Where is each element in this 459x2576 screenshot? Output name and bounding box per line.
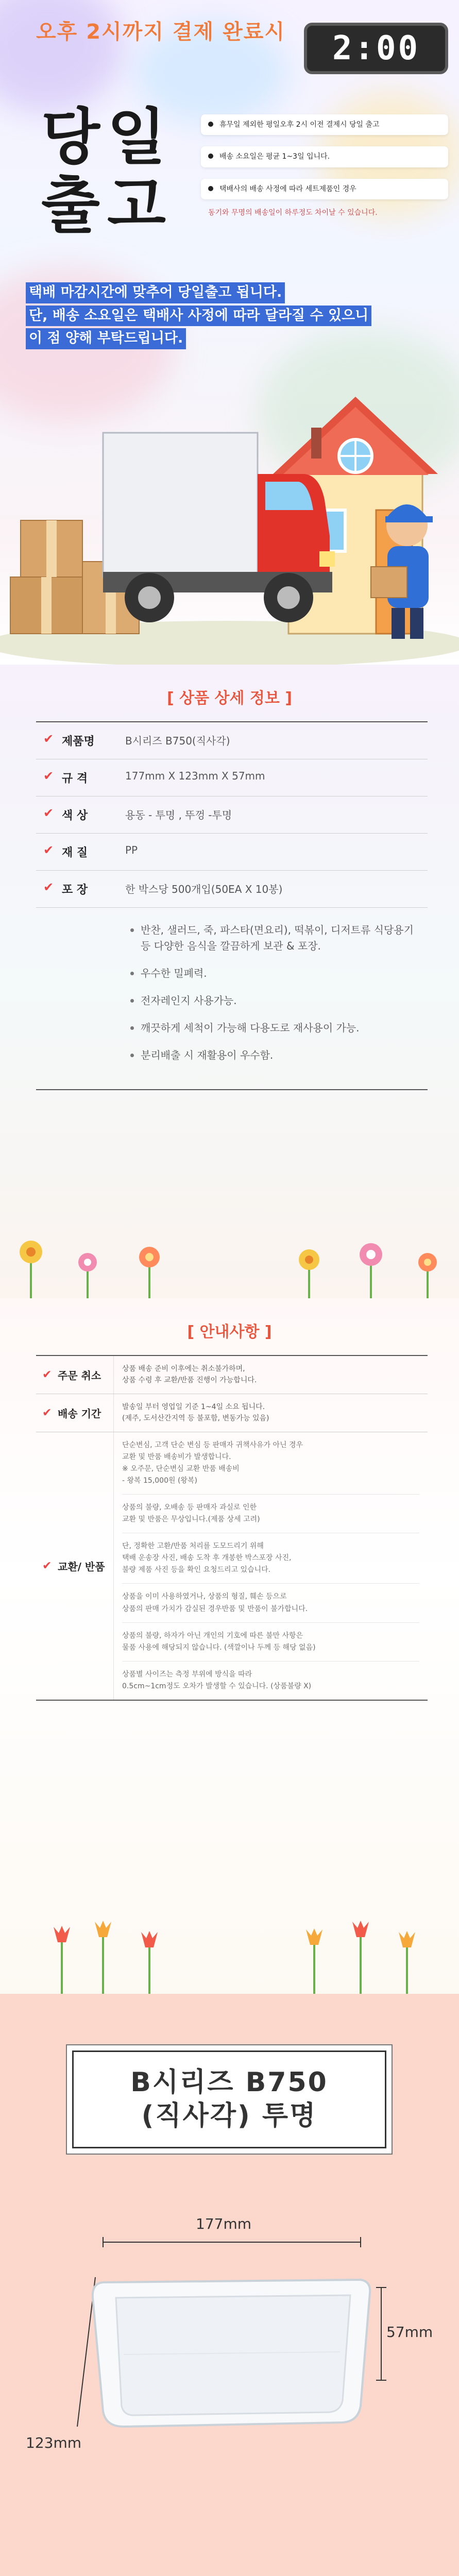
section-title: [ 상품 상세 정보 ] xyxy=(166,689,293,707)
digital-clock: 2:00 xyxy=(304,23,448,74)
product-label-box xyxy=(72,2050,386,2148)
exchange-block xyxy=(122,1495,419,1533)
spec-key-text: 포 장 xyxy=(62,884,88,896)
guide-line: 물품 사용에 해당되지 않습니다. (색깔이나 두께 등 해당 없음) xyxy=(122,1643,316,1652)
spec-value: B시리즈 B750(직사각) xyxy=(125,735,230,747)
spec-key-text: 재 질 xyxy=(62,846,88,859)
guide-line: 교환 및 반품은 무상입니다.(제품 상세 고려) xyxy=(122,1515,260,1524)
guide-line: 상품별 사이즈는 측정 부위에 방식을 따라 xyxy=(122,1670,252,1679)
notice-item xyxy=(201,179,448,199)
disclaimer-line: 단, 배송 소요일은 택배사 사정에 따라 달라질 수 있으니 xyxy=(26,306,371,327)
spec-row xyxy=(36,722,428,759)
spec-row xyxy=(36,796,428,834)
guide-line: 상품 배송 준비 이후에는 취소불가하며, xyxy=(122,1365,245,1373)
spec-key-text: 제품명 xyxy=(62,735,95,748)
spec-value: 한 박스당 500개입(50EA X 10봉) xyxy=(125,883,283,895)
tulip-icon xyxy=(306,1928,322,1994)
guide-table xyxy=(36,1355,428,1701)
guide-line: 단순변심, 고객 단순 변심 등 판매자 귀책사유가 아닌 경우 xyxy=(122,1440,303,1449)
guide-row-exchange xyxy=(36,1432,428,1701)
notice-extra: 동기와 무명의 배송일이 하루정도 차이날 수 있습니다. xyxy=(208,208,378,217)
label-line1: B시리즈 B750 xyxy=(130,2067,328,2098)
big-title-line1: 당일 xyxy=(41,101,173,173)
exchange-block xyxy=(122,1432,419,1495)
check-icon: ✔ xyxy=(43,880,54,894)
shipping-notice-list xyxy=(201,114,448,234)
feature-item: 우수한 밀폐력. xyxy=(129,965,418,981)
guide-line: 상품을 이미 사용하였거나, 상품의 형질, 훼손 등으로 xyxy=(122,1592,287,1601)
dimension-height: 57mm xyxy=(386,2324,433,2341)
spec-row xyxy=(36,871,428,908)
guide-row xyxy=(36,1356,428,1394)
check-icon: ✔ xyxy=(42,1406,52,1419)
guide-key xyxy=(36,1432,113,1700)
guide-value xyxy=(113,1394,428,1432)
container-icon xyxy=(93,2280,370,2427)
guide-section xyxy=(0,1298,459,1994)
feature-item: 반찬, 샐러드, 죽, 파스타(면요리), 떡볶이, 디저트류 식당용기 등 다양한 음식을 깔끔하게 보관 & 포장. xyxy=(129,922,418,954)
hero-section xyxy=(0,0,459,665)
dimension-width: 177mm xyxy=(196,2215,251,2232)
flower-icon xyxy=(299,1249,319,1298)
delivery-illustration xyxy=(0,355,459,665)
flower-decoration xyxy=(0,1211,459,1298)
disclaimer-line: 택배 마감시간에 맞추어 당일출고 됩니다. xyxy=(26,282,285,303)
dimension-depth: 123mm xyxy=(26,2434,81,2451)
spec-row xyxy=(36,834,428,871)
flower-icon xyxy=(360,1243,382,1298)
flower-icon xyxy=(139,1247,160,1298)
spec-key-text: 규 격 xyxy=(62,772,88,785)
product-photo-stacked xyxy=(0,2571,459,2576)
guide-key xyxy=(36,1394,113,1432)
guide-line: 상품의 판매 가치가 감실된 경우반품 및 반품이 불가합니다. xyxy=(122,1604,308,1613)
spec-value: PP xyxy=(125,844,138,856)
guide-value xyxy=(113,1356,428,1394)
exchange-block xyxy=(122,1533,419,1584)
notice-text: 배송 소요일은 평균 1~3일 입니다. xyxy=(219,152,330,161)
product-spec-table xyxy=(36,721,428,1090)
notice-text: 휴무일 제외한 평일오후 2시 이전 결제시 당일 출고 xyxy=(219,121,380,129)
check-icon: ✔ xyxy=(43,769,54,783)
same-day-title xyxy=(41,103,173,239)
spec-value: 용동 - 투명 , 뚜껑 -투명 xyxy=(125,809,232,821)
product-info-section xyxy=(0,665,459,1298)
flower-icon xyxy=(78,1253,97,1298)
spec-row-features xyxy=(36,908,428,1090)
tulip-icon xyxy=(141,1931,158,1994)
spec-key xyxy=(36,796,116,833)
tulip-decoration xyxy=(0,1880,459,1994)
guide-key-text: 교환/ 반품 xyxy=(58,1560,105,1573)
label-line2: (직사각) 투명 xyxy=(141,2100,317,2131)
guide-key-text: 배송 기간 xyxy=(58,1407,101,1420)
guide-line: 단, 정확한 고환/반품 처리를 도모드리기 위해 xyxy=(122,1542,264,1551)
spec-value xyxy=(116,908,428,1089)
guide-line: 0.5cm~1cm정도 오차가 발생할 수 있습니다. (상품불량 X) xyxy=(122,1682,312,1690)
guide-line: - 왕복 15,000원 (왕복) xyxy=(122,1476,197,1485)
guide-line: 발송일 부터 영업일 기준 1~4일 소요 됩니다. xyxy=(122,1402,265,1411)
check-icon: ✔ xyxy=(42,1559,52,1572)
disclaimer-line: 이 점 양해 부탁드립니다. xyxy=(26,328,186,349)
spec-value: 177mm X 123mm X 57mm xyxy=(125,770,265,782)
spec-row xyxy=(36,759,428,796)
guide-key-text: 주문 취소 xyxy=(58,1369,101,1382)
spec-key xyxy=(36,871,116,907)
big-title-line2: 출고 xyxy=(41,170,173,241)
guide-line: 교환 및 반품 배송비가 발생합니다. xyxy=(122,1452,231,1461)
check-icon: ✔ xyxy=(43,806,54,820)
notice-item xyxy=(201,146,448,167)
feature-item: 전자레인지 사용가능. xyxy=(129,993,418,1009)
bullet-icon xyxy=(208,154,213,159)
tulip-icon xyxy=(352,1921,369,1994)
feature-list xyxy=(129,922,418,1063)
guide-key xyxy=(36,1356,113,1394)
spec-key-empty xyxy=(36,908,116,1089)
exchange-block xyxy=(122,1623,419,1662)
spec-key xyxy=(36,722,116,759)
container-photo xyxy=(0,2221,459,2509)
delivery-disclaimer xyxy=(26,282,371,351)
flower-icon xyxy=(418,1253,437,1298)
notice-text: 택배사의 배송 사정에 따라 세트제품인 경우 xyxy=(219,184,356,193)
section-title: [ 안내사항 ] xyxy=(187,1323,272,1341)
notice-item xyxy=(201,114,448,135)
check-icon: ✔ xyxy=(43,732,54,746)
flower-icon xyxy=(20,1241,42,1298)
guide-value xyxy=(113,1432,428,1700)
tulip-icon xyxy=(399,1931,415,1994)
guide-line: (제주, 도서산간지역 등 불포함, 변동가능 있음) xyxy=(122,1414,269,1423)
guide-line: 상품의 불량, 오배송 등 판매자 과실로 인한 xyxy=(122,1503,257,1512)
feature-item: 깨끗하게 세척이 가능해 다용도로 재사용이 가능. xyxy=(129,1020,418,1036)
check-icon: ✔ xyxy=(42,1368,52,1381)
guide-row xyxy=(36,1394,428,1432)
tulip-icon xyxy=(54,1926,70,1994)
tulip-icon xyxy=(95,1921,111,1994)
guide-line: ※ 오주문, 단순변심 교환 반품 배송비 xyxy=(122,1464,240,1473)
check-icon: ✔ xyxy=(43,843,54,857)
banner-title: 오후 2시까지 결제 완료시 xyxy=(36,20,286,44)
spec-key-text: 색 상 xyxy=(62,809,88,822)
exchange-block xyxy=(122,1662,419,1700)
spec-key xyxy=(36,759,116,796)
guide-line: 상품의 불량, 하자가 아닌 개인의 기호에 따른 불만 사항은 xyxy=(122,1631,303,1640)
guide-line: 상품 수령 후 교환/반품 진행이 가능합니다. xyxy=(122,1376,257,1385)
bullet-icon xyxy=(208,186,213,191)
product-photo-dimensions xyxy=(0,1994,459,2571)
guide-line: 택배 운송장 사진, 배송 도착 후 개봉한 박스포장 사진, xyxy=(122,1554,292,1563)
spec-key xyxy=(36,834,116,870)
feature-item: 분리배출 시 재활용이 우수함. xyxy=(129,1047,418,1063)
bullet-icon xyxy=(208,122,213,127)
guide-line: 불량 제품 사진 등을 확인 요청드리고 있습니다. xyxy=(122,1566,271,1574)
exchange-block xyxy=(122,1584,419,1622)
